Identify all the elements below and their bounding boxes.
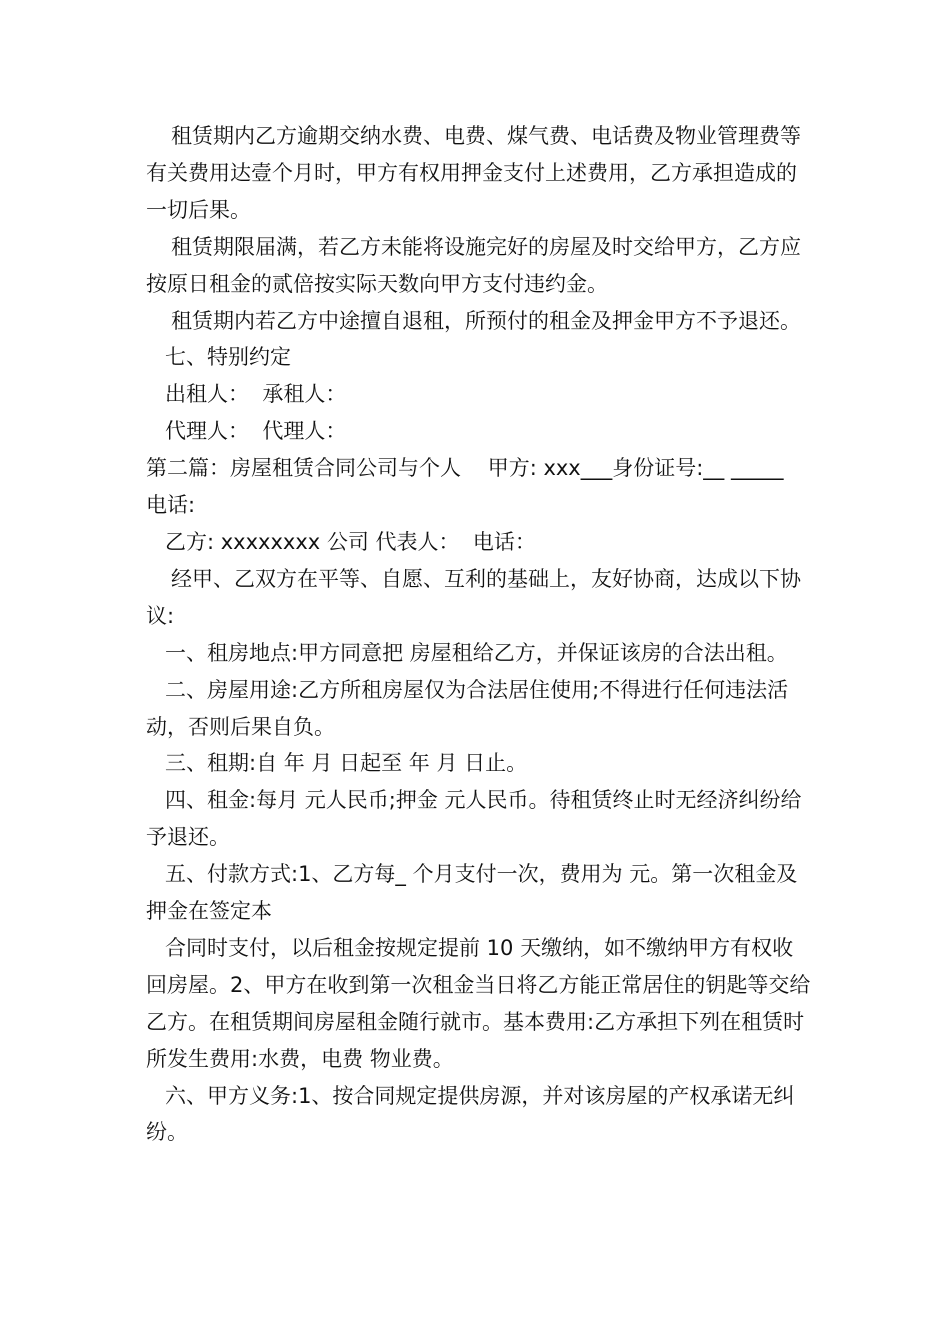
paragraph-early-termination: 租赁期内若乙方中途擅自退租，所预付的租金及押金甲方不予退还。 <box>171 308 801 333</box>
clause-payment: 五、付款方式:1、乙方每_ 个月支付一次，费用为 元。第一次租金及押金在签定本 <box>146 862 798 924</box>
clause-rent: 四、租金:每月 元人民币;押金 元人民币。待租赁终止时无经济纠纷给予退还。 <box>146 788 802 850</box>
clause-term: 三、租期:自 年 月 日起至 年 月 日止。 <box>165 751 528 776</box>
clause-location: 一、租房地点:甲方同意把 房屋租给乙方，并保证该房的合法出租。 <box>165 640 788 665</box>
section-heading-special-terms: 七、特别约定 <box>165 345 291 370</box>
signature-agents: 代理人： 代理人： <box>165 419 347 444</box>
clause-usage: 二、房屋用途:乙方所租房屋仅为合法居住使用;不得进行任何违法活动，否则后果自负。 <box>146 677 789 739</box>
document-body <box>146 118 811 1151</box>
paragraph-agreement-intro: 经甲、乙双方在平等、自愿、互利的基础上，友好协商，达成以下协议: <box>146 566 801 628</box>
party-b-line: 乙方: xxxxxxxx 公司 代表人： 电话： <box>165 529 536 554</box>
paragraph-late-fees: 租赁期内乙方逾期交纳水费、电费、煤气费、电话费及物业管理费等有关费用达壹个月时，甲方有权用押金支付上述费用，乙方承担造成的一切后果。 <box>146 124 801 222</box>
clause-lessor-obligations: 六、甲方义务:1、按合同规定提供房源，并对该房屋的产权承诺无纠纷。 <box>146 1083 795 1145</box>
paragraph-lease-expiry: 租赁期限届满，若乙方未能将设施完好的房屋及时交给甲方，乙方应按原日租金的贰倍按实际天数向甲方支付违约金。 <box>146 234 801 296</box>
article-two-heading: 第二篇：房屋租赁合同公司与个人 甲方: xxx___身份证号:__ _____ 电话: <box>146 456 791 518</box>
signature-lessor-lessee: 出租人： 承租人： <box>165 382 347 407</box>
clause-payment-continued: 合同时支付，以后租金按规定提前 10 天缴纳，如不缴纳甲方有权收回房屋。2、甲方在收到第一次租金当日将乙方能正常居住的钥匙等交给乙方。在租赁期间房屋租金随行就市。基本费用:乙方承担下列在租赁时所发生费用:水费，电费 物业费。 <box>146 935 811 1071</box>
